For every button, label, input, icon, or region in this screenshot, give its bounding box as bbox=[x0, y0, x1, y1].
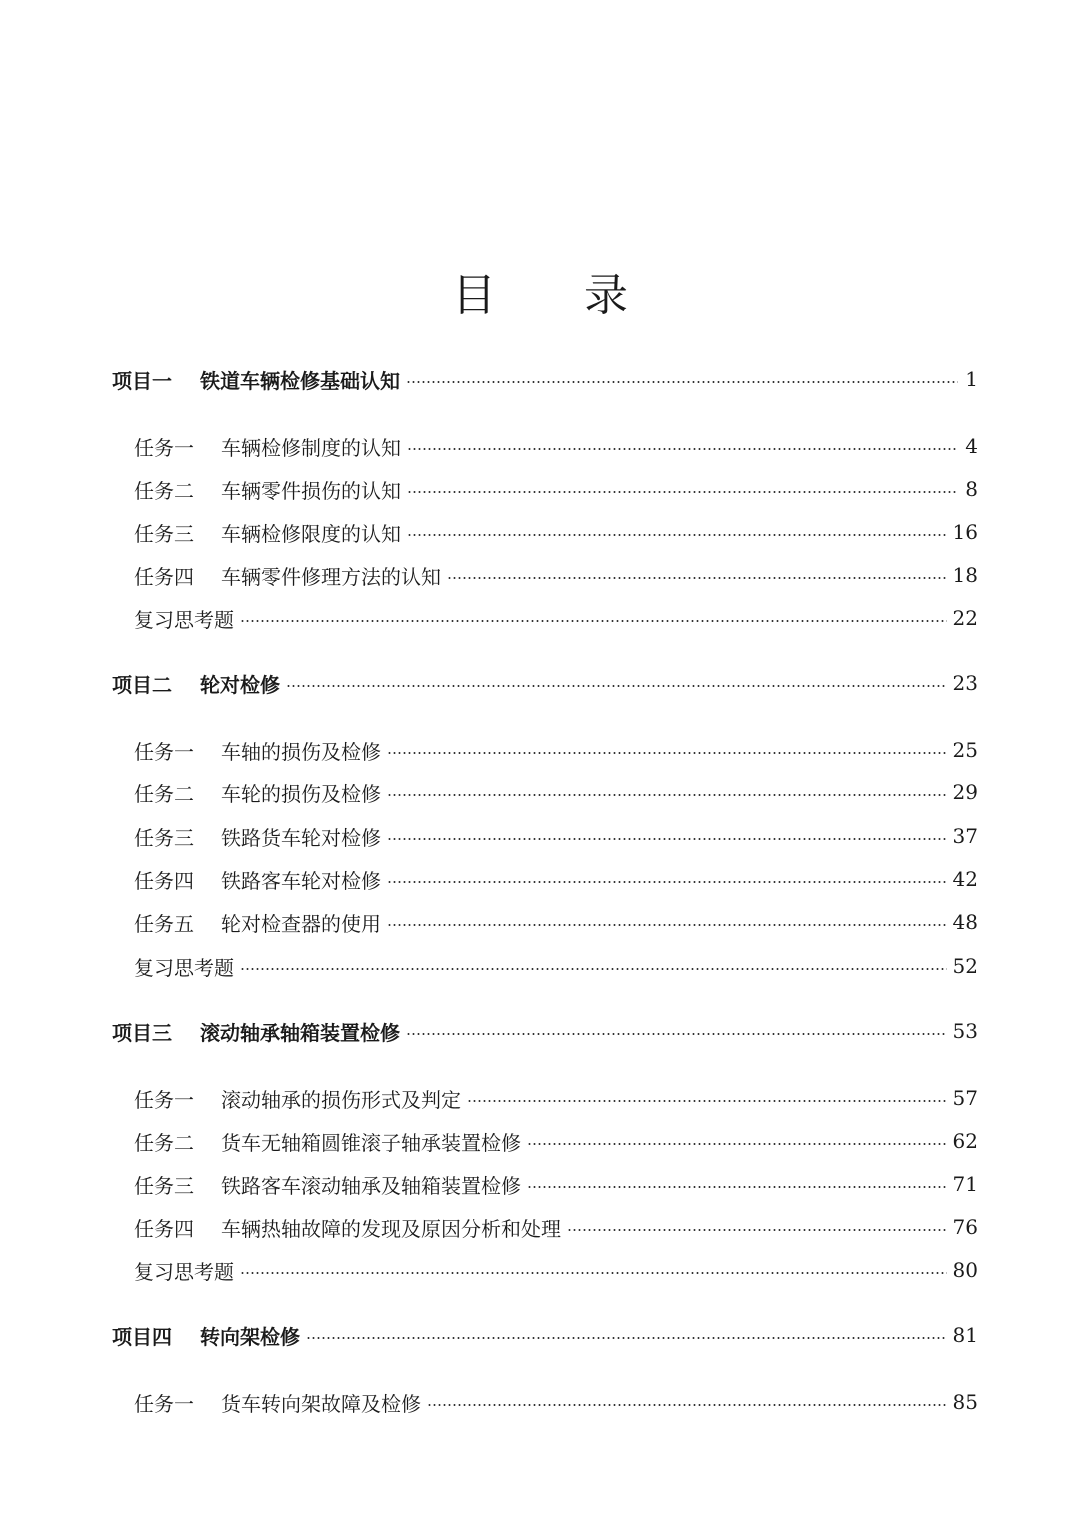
toc-entry-title: 复习思考题 bbox=[134, 1259, 234, 1284]
toc-entry-number: 任务二 bbox=[134, 1130, 194, 1155]
toc-entry-number: 任务二 bbox=[134, 478, 194, 503]
toc-task-entry[interactable] bbox=[0, 864, 1080, 894]
dot-leader bbox=[387, 794, 947, 796]
toc-entry-title: 车辆零件修理方法的认知 bbox=[221, 564, 441, 589]
toc-page-number: 25 bbox=[952, 738, 978, 762]
toc-entry-number: 任务三 bbox=[134, 1173, 194, 1198]
toc-entry-number: 任务五 bbox=[134, 911, 194, 936]
toc-entry-label bbox=[134, 778, 381, 807]
toc-entry-number: 任务四 bbox=[134, 1216, 194, 1241]
toc-task-entry[interactable] bbox=[0, 474, 1080, 504]
toc-entry-label bbox=[112, 1321, 300, 1350]
toc-task-entry[interactable] bbox=[0, 560, 1080, 590]
toc-page-number: 53 bbox=[952, 1019, 978, 1043]
dot-leader bbox=[407, 534, 947, 536]
toc-entry-number: 任务四 bbox=[134, 564, 194, 589]
toc-entry-number: 项目四 bbox=[112, 1324, 172, 1349]
page-title bbox=[0, 268, 1080, 324]
toc-entry-label bbox=[134, 432, 401, 461]
toc-page-number: 18 bbox=[952, 563, 978, 587]
toc-entry-label bbox=[134, 1170, 521, 1199]
dot-leader bbox=[240, 1272, 947, 1274]
toc-review-entry[interactable] bbox=[0, 951, 1080, 981]
dot-leader bbox=[407, 491, 958, 493]
toc-task-entry[interactable] bbox=[0, 1169, 1080, 1199]
toc-page-number: 4 bbox=[965, 434, 978, 458]
toc-page-number: 57 bbox=[952, 1086, 978, 1110]
toc-entry-title: 轮对检查器的使用 bbox=[221, 911, 381, 936]
dot-leader bbox=[240, 620, 947, 622]
dot-leader bbox=[447, 577, 947, 579]
toc-task-entry[interactable] bbox=[0, 777, 1080, 807]
toc-entry-label bbox=[134, 604, 234, 633]
toc-entry-title: 滚动轴承的损伤形式及判定 bbox=[221, 1087, 461, 1112]
toc-page-number: 85 bbox=[952, 1390, 978, 1414]
toc-entry-number: 项目一 bbox=[112, 368, 172, 393]
toc-entry-label bbox=[134, 518, 401, 547]
toc-entry-label bbox=[134, 1388, 421, 1417]
toc-page-number: 37 bbox=[952, 824, 978, 848]
toc-entry-title: 转向架检修 bbox=[200, 1324, 300, 1349]
toc-project-entry[interactable] bbox=[0, 668, 1080, 698]
dot-leader bbox=[387, 752, 947, 754]
toc-entry-label bbox=[134, 952, 234, 981]
toc-entry-label bbox=[134, 865, 381, 894]
dot-leader bbox=[387, 838, 947, 840]
toc-entry-label bbox=[134, 1084, 461, 1113]
toc-entry-title: 铁路客车滚动轴承及轴箱装置检修 bbox=[221, 1173, 521, 1198]
toc-entry-title: 货车转向架故障及检修 bbox=[221, 1391, 421, 1416]
toc-entry-title: 车辆零件损伤的认知 bbox=[221, 478, 401, 503]
dot-leader bbox=[467, 1100, 947, 1102]
toc-entry-title: 滚动轴承轴箱装置检修 bbox=[200, 1020, 400, 1045]
toc-entry-number: 任务三 bbox=[134, 521, 194, 546]
toc-entry-title: 车轴的损伤及检修 bbox=[221, 739, 381, 764]
toc-entry-label bbox=[134, 822, 381, 851]
toc-entry-title: 货车无轴箱圆锥滚子轴承装置检修 bbox=[221, 1130, 521, 1155]
toc-page-number: 23 bbox=[952, 671, 978, 695]
toc-entry-label bbox=[134, 908, 381, 937]
toc-entry-title: 车辆检修制度的认知 bbox=[221, 435, 401, 460]
toc-page-number: 81 bbox=[952, 1323, 978, 1347]
toc-task-entry[interactable] bbox=[0, 517, 1080, 547]
toc-task-entry[interactable] bbox=[0, 1387, 1080, 1417]
toc-entry-label bbox=[134, 1213, 561, 1242]
toc-page-number: 8 bbox=[965, 477, 978, 501]
toc-entry-title: 车辆热轴故障的发现及原因分析和处理 bbox=[221, 1216, 561, 1241]
toc-entry-label bbox=[134, 475, 401, 504]
dot-leader bbox=[406, 381, 958, 383]
toc-page-number: 62 bbox=[952, 1129, 978, 1153]
toc-entry-title: 车辆检修限度的认知 bbox=[221, 521, 401, 546]
toc-task-entry[interactable] bbox=[0, 431, 1080, 461]
toc-entry-number: 任务三 bbox=[134, 825, 194, 850]
toc-page-number: 52 bbox=[952, 954, 978, 978]
toc-entry-number: 任务一 bbox=[134, 739, 194, 764]
toc-entry-title: 铁道车辆检修基础认知 bbox=[200, 368, 400, 393]
dot-leader bbox=[387, 881, 947, 883]
toc-page-number: 16 bbox=[952, 520, 978, 544]
toc-entry-title: 复习思考题 bbox=[134, 955, 234, 980]
toc-entry-label bbox=[134, 1256, 234, 1285]
toc-entry-label bbox=[134, 561, 441, 590]
toc-page-number: 42 bbox=[952, 867, 978, 891]
toc-page-number: 29 bbox=[952, 780, 978, 804]
dot-leader bbox=[527, 1143, 947, 1145]
dot-leader bbox=[286, 685, 947, 687]
toc-entry-label bbox=[134, 1127, 521, 1156]
dot-leader bbox=[240, 968, 947, 970]
toc-entry-number: 项目三 bbox=[112, 1020, 172, 1045]
toc-page-number: 22 bbox=[952, 606, 978, 630]
title-char-2: 录 bbox=[584, 270, 628, 321]
toc-page-number: 80 bbox=[952, 1258, 978, 1282]
dot-leader bbox=[527, 1186, 947, 1188]
dot-leader bbox=[407, 448, 958, 450]
toc-entry-label bbox=[134, 736, 381, 765]
toc-entry-title: 复习思考题 bbox=[134, 607, 234, 632]
toc-entry-title: 车轮的损伤及检修 bbox=[221, 781, 381, 806]
toc-task-entry[interactable] bbox=[0, 735, 1080, 765]
toc-entry-number: 项目二 bbox=[112, 672, 172, 697]
dot-leader bbox=[567, 1229, 947, 1231]
toc-entry-number: 任务一 bbox=[134, 1087, 194, 1112]
toc-task-entry[interactable] bbox=[0, 1083, 1080, 1113]
dot-leader bbox=[387, 924, 947, 926]
toc-entry-number: 任务一 bbox=[134, 1391, 194, 1416]
toc-entry-title: 铁路货车轮对检修 bbox=[221, 825, 381, 850]
toc-page-number: 1 bbox=[965, 367, 978, 391]
toc-task-entry[interactable] bbox=[0, 1126, 1080, 1156]
toc-task-entry[interactable] bbox=[0, 821, 1080, 851]
toc-entry-number: 任务一 bbox=[134, 435, 194, 460]
toc-page-number: 48 bbox=[952, 910, 978, 934]
toc-task-entry[interactable] bbox=[0, 1212, 1080, 1242]
toc-page-number: 71 bbox=[952, 1172, 978, 1196]
toc-review-entry[interactable] bbox=[0, 603, 1080, 633]
toc-entry-number: 任务四 bbox=[134, 868, 194, 893]
dot-leader bbox=[406, 1033, 947, 1035]
toc-entry-title: 轮对检修 bbox=[200, 672, 280, 697]
toc-review-entry[interactable] bbox=[0, 1255, 1080, 1285]
toc-entry-number: 任务二 bbox=[134, 781, 194, 806]
toc-project-entry[interactable] bbox=[0, 1320, 1080, 1350]
dot-leader bbox=[306, 1337, 947, 1339]
toc-entry-label bbox=[112, 365, 400, 394]
toc-entry-title: 铁路客车轮对检修 bbox=[221, 868, 381, 893]
toc-page-number: 76 bbox=[952, 1215, 978, 1239]
toc-project-entry[interactable] bbox=[0, 364, 1080, 394]
title-char-1: 目 bbox=[452, 270, 496, 321]
toc-task-entry[interactable] bbox=[0, 907, 1080, 937]
dot-leader bbox=[427, 1404, 947, 1406]
toc-project-entry[interactable] bbox=[0, 1016, 1080, 1046]
toc-entry-label bbox=[112, 669, 280, 698]
toc-entry-label bbox=[112, 1017, 400, 1046]
